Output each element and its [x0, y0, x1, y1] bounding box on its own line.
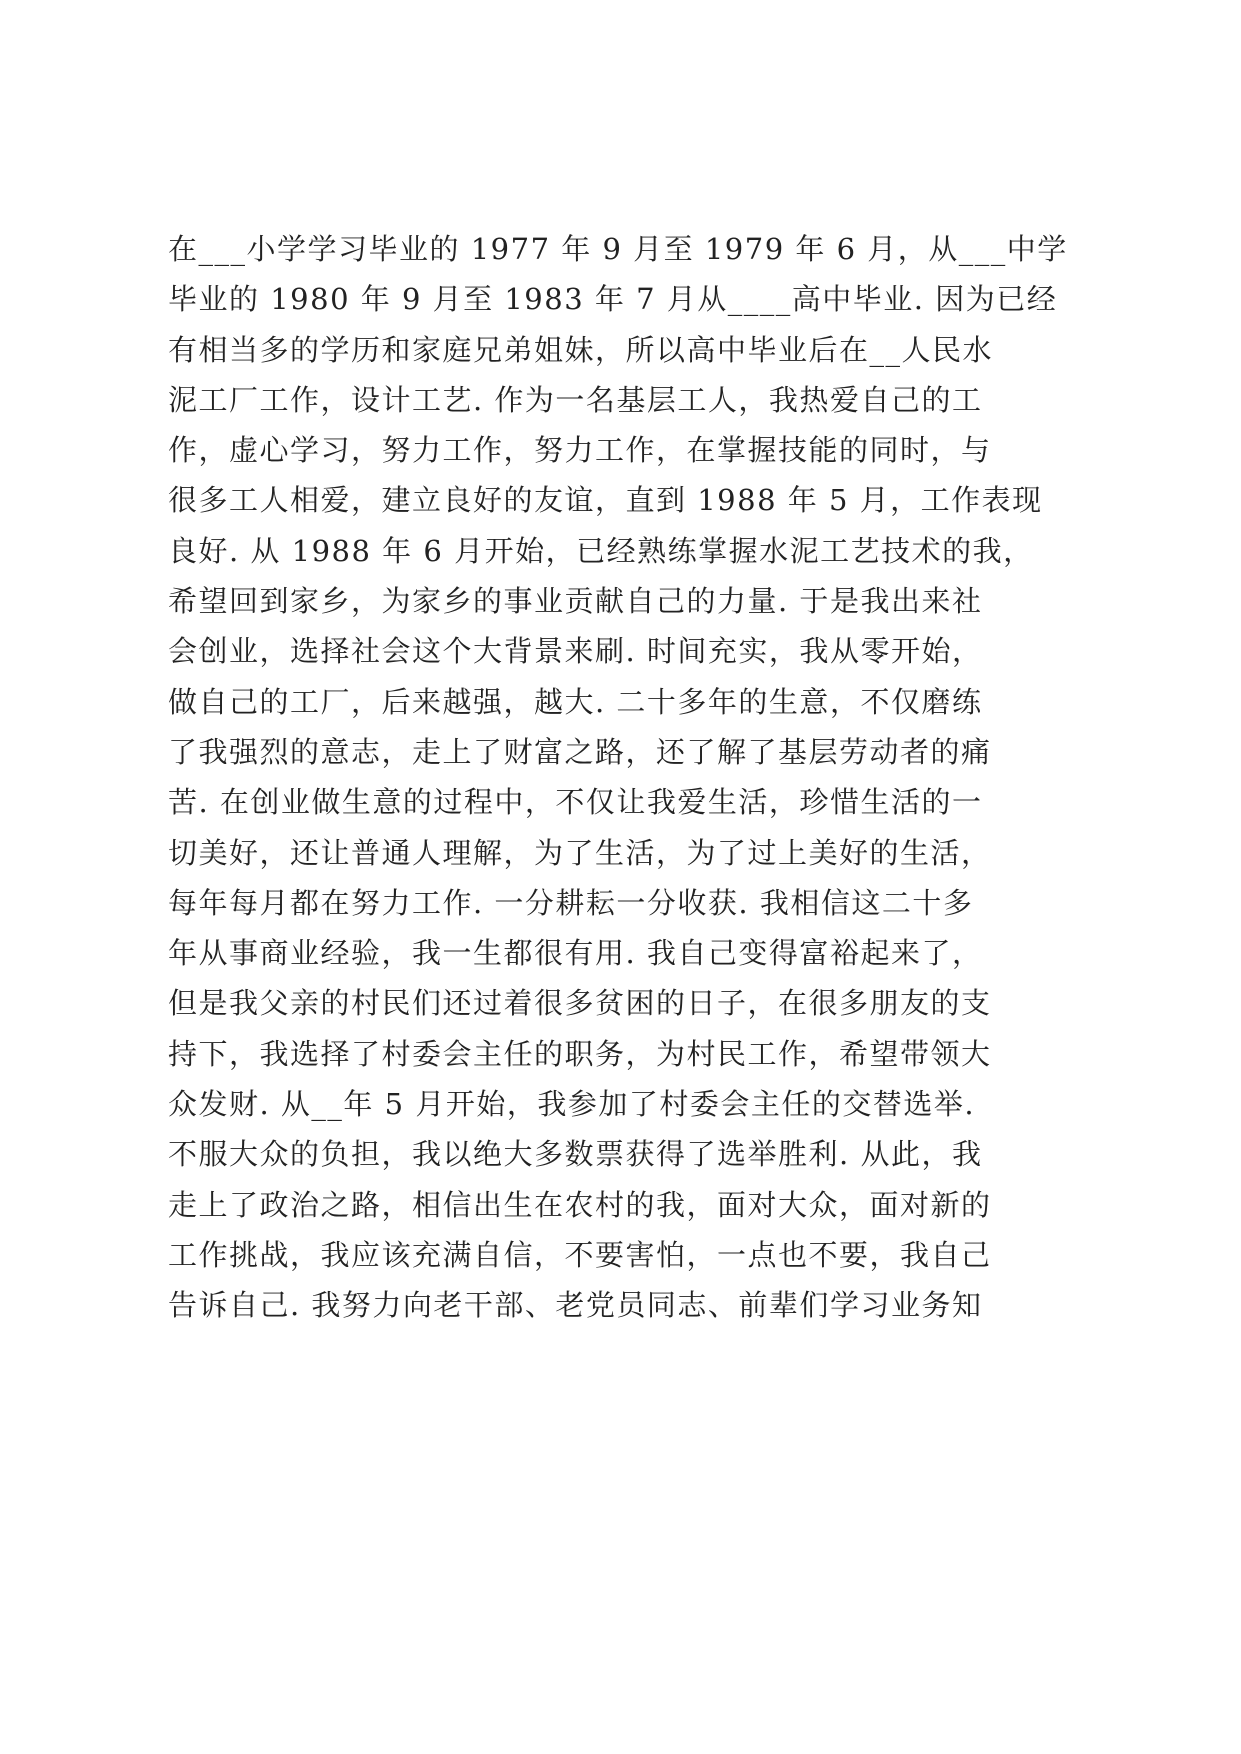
text-line: 良好. 从 1988 年 6 月开始，已经熟练掌握水泥工艺技术的我，: [168, 533, 1034, 568]
text-line: 年从事商业经验，我一生都很有用. 我自己变得富裕起来了，: [168, 936, 983, 971]
text-line: 苦. 在创业做生意的过程中，不仅让我爱生活，珍惜生活的一: [168, 785, 983, 820]
text-line: 走上了政治之路，相信出生在农村的我，面对大众，面对新的: [168, 1187, 992, 1222]
text-line: 每年每月都在努力工作. 一分耕耘一分收获. 我相信这二十多: [168, 885, 974, 920]
text-line: 切美好，还让普通人理解，为了生活，为了过上美好的生活，: [168, 835, 992, 870]
text-line: 作，虚心学习，努力工作，努力工作，在掌握技能的同时，与: [168, 433, 992, 468]
text-line: 在___小学学习毕业的 1977 年 9 月至 1979 年 6 月，从___中学: [168, 232, 1068, 266]
text-line: 持下，我选择了村委会主任的职务，为村民工作，希望带领大: [168, 1036, 992, 1071]
text-line: 很多工人相爱，建立良好的友谊，直到 1988 年 5 月，工作表现: [168, 483, 1043, 518]
text-line: 希望回到家乡，为家乡的事业贡献自己的力量. 于是我出来社: [168, 584, 983, 619]
text-line: 有相当多的学历和家庭兄弟姐妹，所以高中毕业后在__人民水: [168, 332, 994, 367]
text-line: 告诉自己. 我努力向老干部、老党员同志、前辈们学习业务知: [168, 1288, 983, 1323]
text-line: 做自己的工厂，后来越强，越大. 二十多年的生意，不仅磨练: [168, 684, 983, 719]
text-lines: [168, 226, 1088, 1328]
text-line: 泥工厂工作，设计工艺. 作为一名基层工人，我热爱自己的工: [168, 382, 983, 417]
text-line: 会创业，选择社会这个大背景来刷. 时间充实，我从零开始，: [168, 634, 983, 669]
text-line: 但是我父亲的村民们还过着很多贫困的日子，在很多朋友的支: [168, 986, 992, 1021]
body-text: [168, 226, 1088, 1328]
text-line: 毕业的 1980 年 9 月至 1983 年 7 月从____高中毕业. 因为已经: [168, 282, 1058, 317]
text-line: 了我强烈的意志，走上了财富之路，还了解了基层劳动者的痛: [168, 734, 992, 769]
text-line: 不服大众的负担，我以绝大多数票获得了选举胜利. 从此，我: [168, 1137, 983, 1172]
text-line: 众发财. 从__年 5 月开始，我参加了村委会主任的交替选举.: [168, 1087, 976, 1122]
text-line: 工作挑战，我应该充满自信，不要害怕，一点也不要，我自己: [168, 1237, 992, 1272]
